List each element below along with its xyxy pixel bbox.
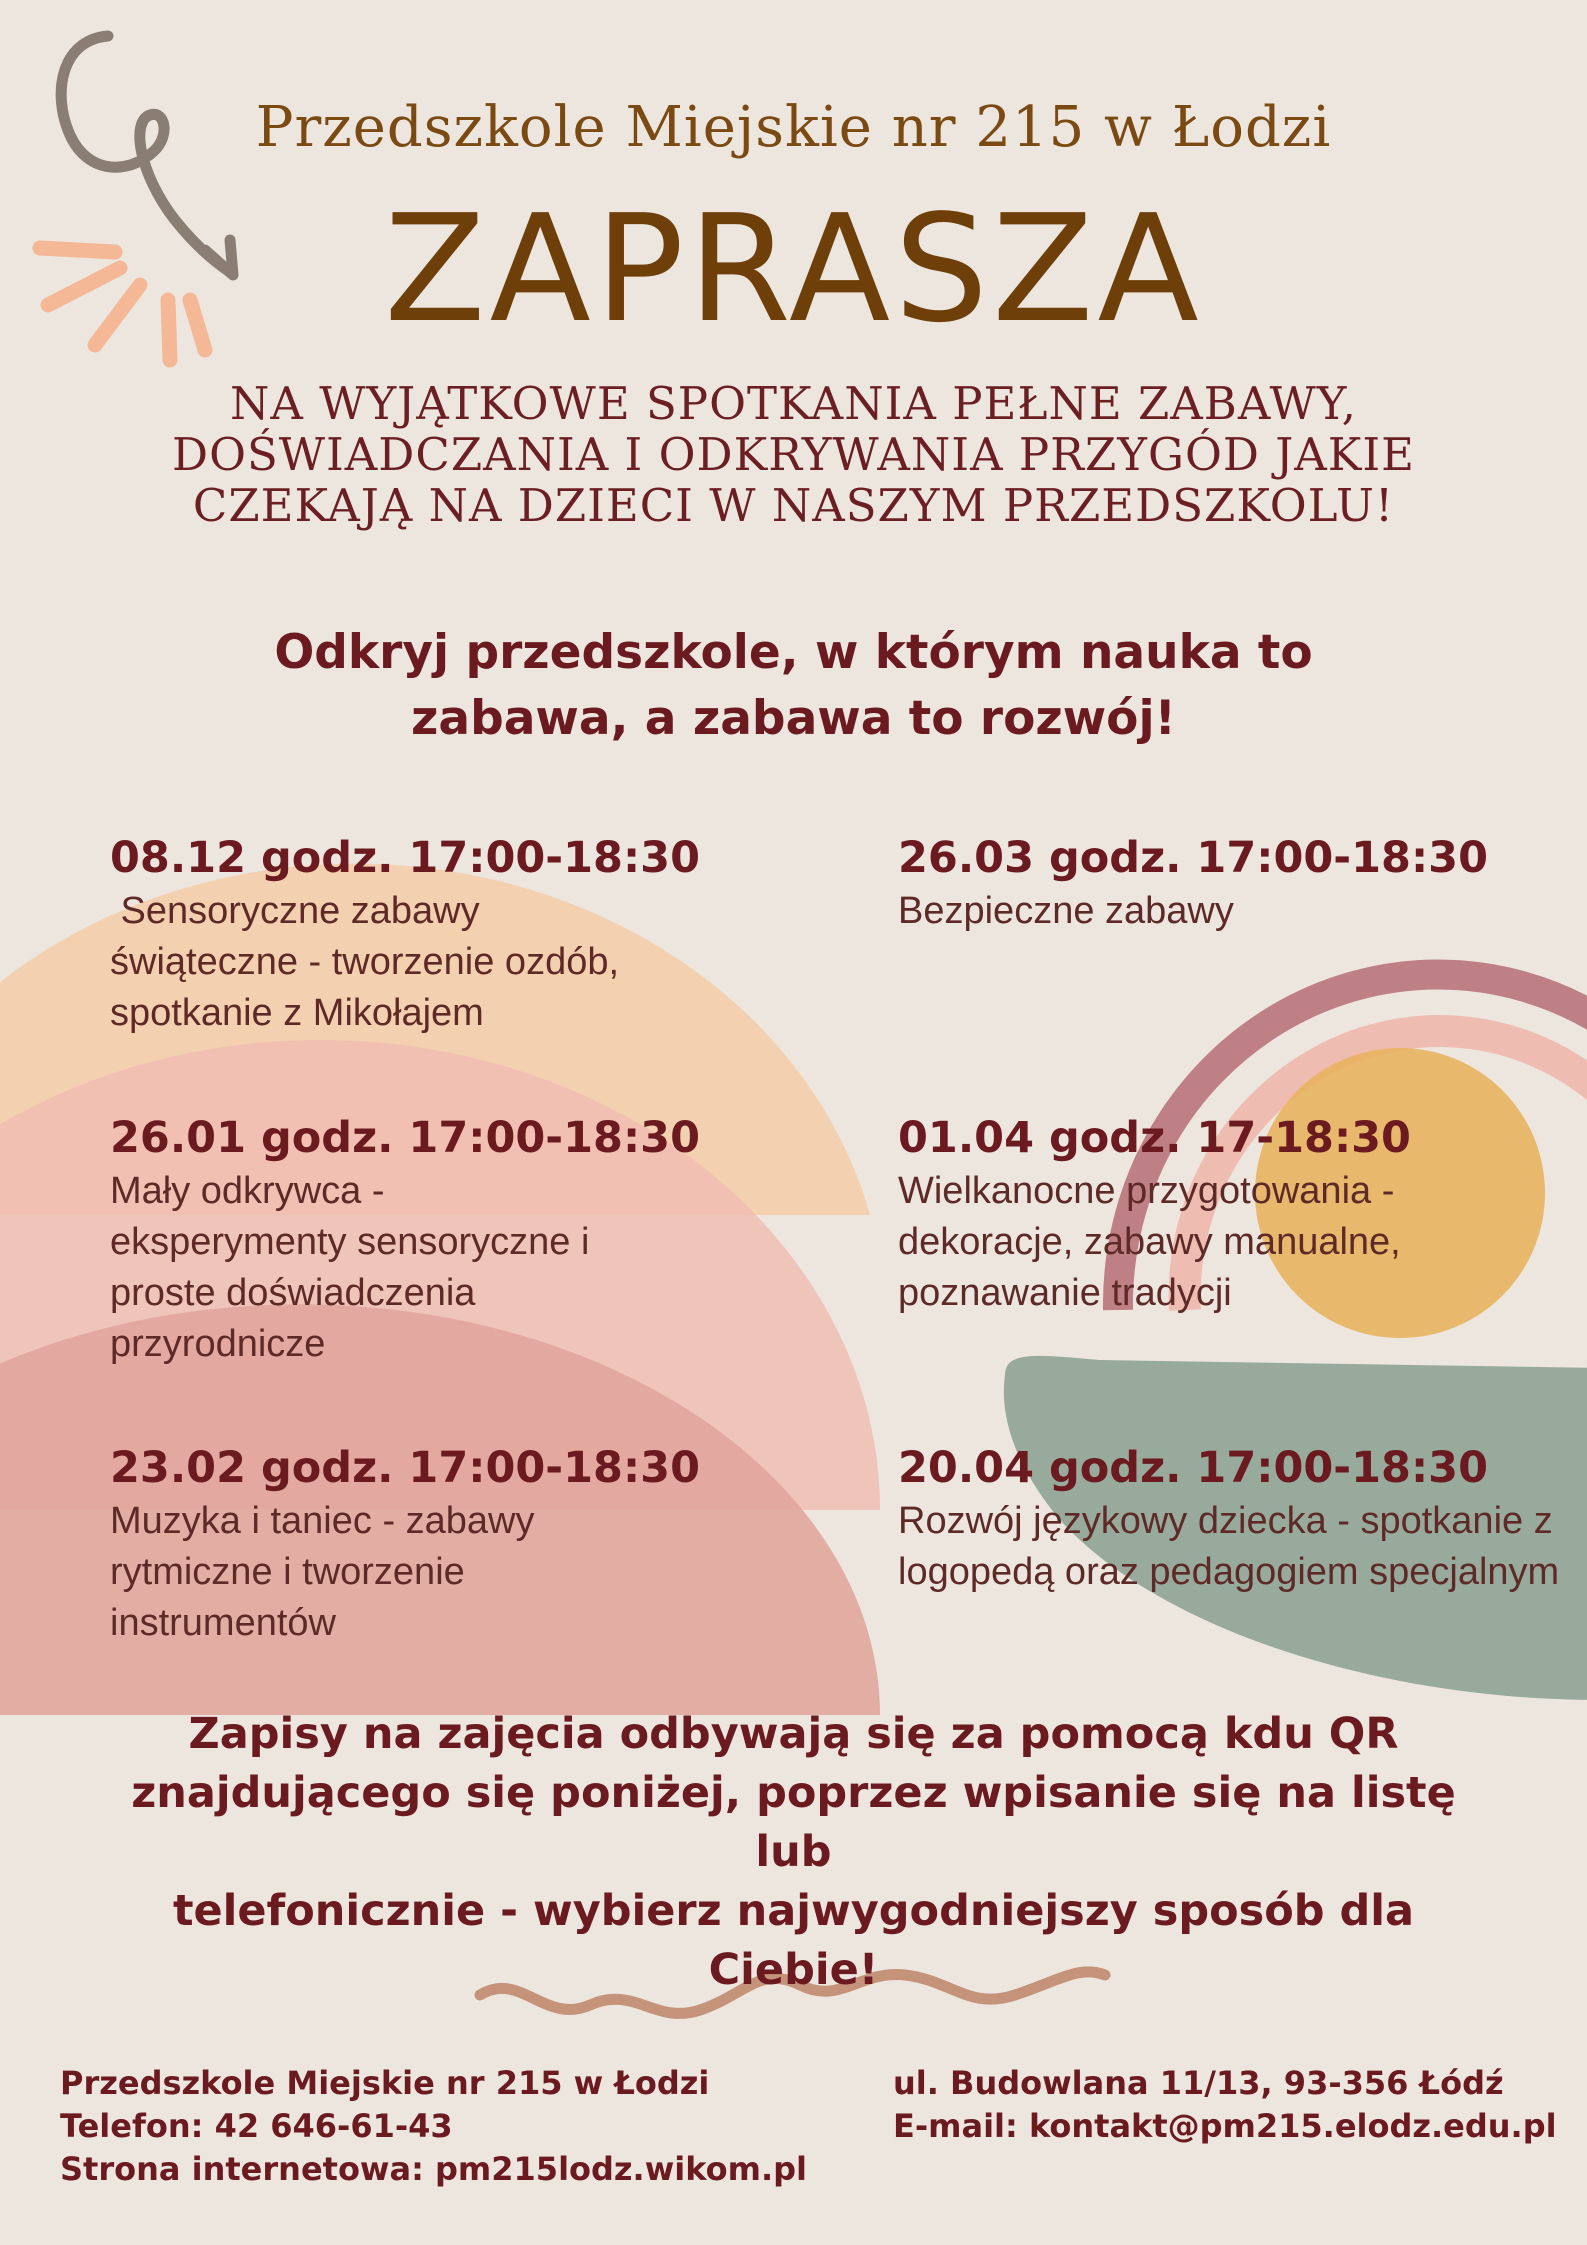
footer-email: E-mail: kontakt@pm215.elodz.edu.pl <box>893 2107 1557 2145</box>
event-date: 20.04 godz. 17:00-18:30 <box>898 1443 1489 1493</box>
event-line: instrumentów <box>110 1602 336 1644</box>
event-date: 23.02 godz. 17:00-18:30 <box>110 1443 701 1493</box>
event-line: eksperymenty sensoryczne i <box>110 1221 590 1263</box>
intro-line: NA WYJĄTKOWE SPOTKANIA PEŁNE ZABAWY, <box>230 377 1357 430</box>
event-description <box>110 886 790 1039</box>
event-item <box>110 1440 790 1649</box>
event-item <box>110 830 790 1039</box>
event-date: 26.01 godz. 17:00-18:30 <box>110 1113 701 1163</box>
school-name-header: Przedszkole Miejskie nr 215 w Łodzi <box>255 95 1332 160</box>
event-date: 26.03 godz. 17:00-18:30 <box>898 833 1489 883</box>
event-line: Wielkanocne przygotowania - <box>898 1170 1395 1212</box>
event-date: 08.12 godz. 17:00-18:30 <box>110 833 701 883</box>
intro-line: CZEKAJĄ NA DZIECI W NASZYM PRZEDSZKOLU! <box>192 479 1395 532</box>
event-line: rytmiczne i tworzenie <box>110 1551 465 1593</box>
event-description <box>898 1496 1587 1598</box>
event-item <box>898 1440 1587 1598</box>
event-item <box>110 1110 790 1370</box>
event-line: dekoracje, zabawy manualne, <box>898 1221 1401 1263</box>
footer-address: ul. Budowlana 11/13, 93-356 Łódź <box>893 2064 1504 2102</box>
registration-line: znajdującego się poniżej, poprzez wpisanie się na listę lub <box>131 1768 1456 1877</box>
intro-text <box>100 378 1487 531</box>
event-line: Rozwój językowy dziecka - spotkanie z <box>898 1500 1553 1542</box>
registration-line: Zapisy na zajęcia odbywają się za pomocą kdu QR <box>188 1709 1399 1759</box>
event-line: Sensoryczne zabawy <box>110 890 480 932</box>
event-description <box>110 1496 790 1649</box>
event-line: proste doświadczenia <box>110 1272 476 1314</box>
event-line: poznawanie tradycji <box>898 1272 1232 1314</box>
event-line: świąteczne - tworzenie ozdób, <box>110 941 620 983</box>
footer-school-name: Przedszkole Miejskie nr 215 w Łodzi <box>60 2064 710 2102</box>
tagline-line: zabawa, a zabawa to rozwój! <box>411 691 1176 746</box>
headline: ZAPRASZA <box>384 183 1203 355</box>
registration-info <box>120 1705 1467 2000</box>
event-item <box>898 830 1578 937</box>
event-line: przyrodnicze <box>110 1323 326 1365</box>
event-line: logopedą oraz pedagogiem specjalnym <box>898 1551 1560 1593</box>
footer-right <box>893 2062 1557 2148</box>
event-date: 01.04 godz. 17-18:30 <box>898 1113 1411 1163</box>
footer-left <box>60 2062 807 2191</box>
footer-website: Strona internetowa: pm215lodz.wikom.pl <box>60 2150 808 2188</box>
intro-line: DOŚWIADCZANIA I ODKRYWANIA PRZYGÓD JAKIE <box>171 428 1416 481</box>
tagline-line: Odkryj przedszkole, w którym nauka to <box>274 625 1313 680</box>
event-line: Mały odkrywca - <box>110 1170 385 1212</box>
event-line: Bezpieczne zabawy <box>898 890 1234 932</box>
tagline <box>150 620 1437 752</box>
event-line: Muzyka i taniec - zabawy <box>110 1500 535 1542</box>
event-line: spotkanie z Mikołajem <box>110 992 484 1034</box>
footer-phone: Telefon: 42 646-61-43 <box>60 2107 453 2145</box>
event-description <box>898 1166 1578 1319</box>
event-item <box>898 1110 1578 1319</box>
registration-line: telefonicznie - wybierz najwygodniejszy sposób dla Ciebie! <box>172 1886 1415 1995</box>
event-description <box>110 1166 790 1370</box>
event-description <box>898 886 1578 937</box>
